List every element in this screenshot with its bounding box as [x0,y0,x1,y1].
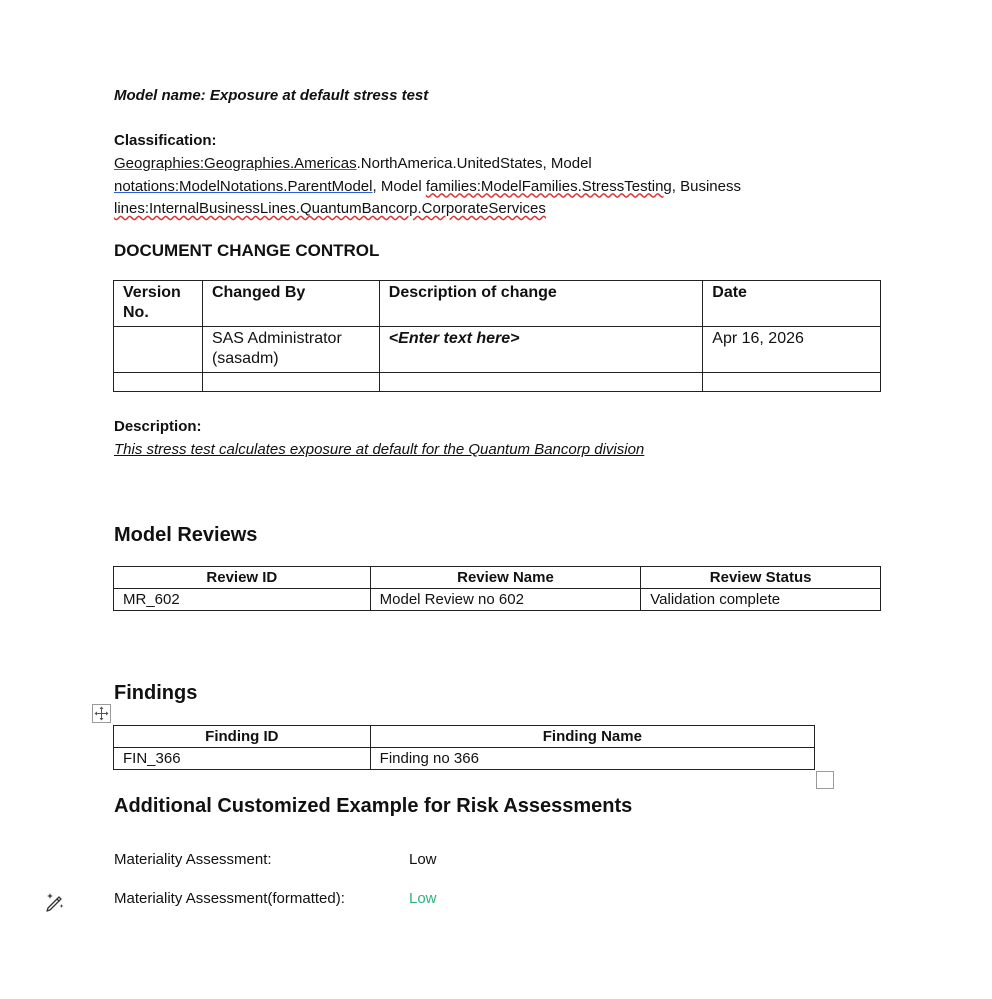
cell-finding-name[interactable]: Finding no 366 [370,748,814,770]
classification-geographies-rest: .NorthAmerica.UnitedStates, Model [356,155,592,172]
cell-version[interactable] [114,327,203,373]
header-review-status[interactable]: Review Status [641,567,881,589]
findings-table [113,725,815,770]
table-header-row [114,726,815,748]
cell-description[interactable]: <Enter text here> [379,327,702,373]
table-row [114,327,881,373]
description-text: This stress test calculates exposure at default for the Quantum Bancorp division [114,441,645,458]
classification-business: , Business [671,177,741,195]
model-name: Model name: Exposure at default stress test [114,87,429,104]
classification-model-word: , Model [372,177,426,195]
resize-handle-icon[interactable] [816,771,834,789]
move-arrows-icon-glyph [94,706,109,721]
cell-changed-by[interactable]: SAS Administrator (sasadm) [202,327,379,373]
classification-geographies: Geographies:Geographies.Americas [114,155,357,172]
move-arrows-icon[interactable] [92,704,111,723]
change-control-title: DOCUMENT CHANGE CONTROL [114,241,380,260]
header-finding-name[interactable]: Finding Name [370,726,814,748]
description-label: Description: [114,418,202,435]
header-finding-id[interactable]: Finding ID [114,726,371,748]
magic-pen-icon[interactable] [44,890,66,912]
cell-finding-id[interactable]: FIN_366 [114,748,371,770]
cell-changed-by[interactable] [202,373,379,392]
cell-date[interactable] [703,373,881,392]
cell-version[interactable] [114,373,203,392]
classification-text [114,153,834,221]
table-row [114,748,815,770]
header-date[interactable]: Date [703,281,881,327]
table-row [114,589,881,611]
table-row [114,373,881,392]
cell-review-id[interactable]: MR_602 [114,589,371,611]
cell-review-status[interactable]: Validation complete [641,589,881,611]
classification-families: families:ModelFamilies.StressTesting [425,177,672,195]
table-header-row [114,281,881,327]
header-version[interactable]: Version No. [114,281,203,327]
materiality-formatted-value: Low [409,890,437,907]
header-description[interactable]: Description of change [379,281,702,327]
model-reviews-table [113,566,881,611]
cell-review-name[interactable]: Model Review no 602 [370,589,641,611]
change-control-table [113,280,881,392]
magic-pen-icon-glyph [44,890,66,912]
header-review-id[interactable]: Review ID [114,567,371,589]
materiality-label: Materiality Assessment: [114,851,272,868]
model-reviews-title: Model Reviews [114,524,258,546]
cell-date[interactable]: Apr 16, 2026 [703,327,881,373]
cell-description[interactable] [379,373,702,392]
additional-title: Additional Customized Example for Risk Assessments [114,795,633,817]
header-changed-by[interactable]: Changed By [202,281,379,327]
materiality-value: Low [409,851,437,868]
classification-label: Classification: [114,132,217,149]
table-header-row [114,567,881,589]
materiality-formatted-label: Materiality Assessment(formatted): [114,890,345,907]
classification-notations: notations:ModelNotations.ParentModel [114,177,373,195]
header-review-name[interactable]: Review Name [370,567,641,589]
classification-lines: lines:InternalBusinessLines.QuantumBancorp.CorporateServices [114,200,546,217]
findings-title: Findings [114,682,198,704]
